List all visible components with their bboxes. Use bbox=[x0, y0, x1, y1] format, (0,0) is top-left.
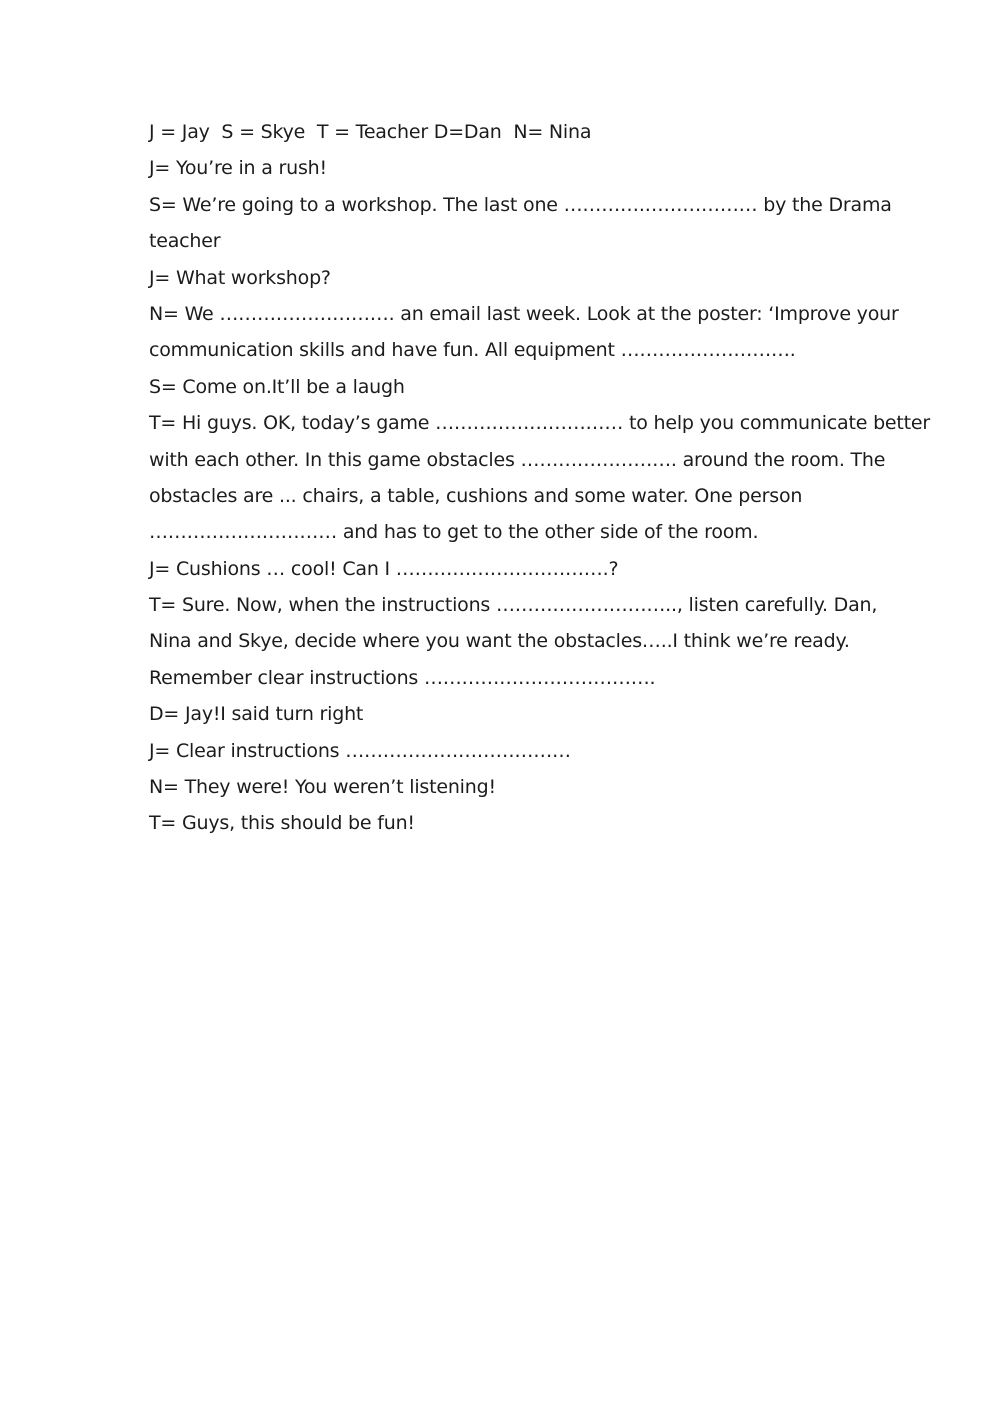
dialogue-line: obstacles are ... chairs, a table, cushions and some water. One person bbox=[149, 484, 803, 507]
character-key-line: J = Jay S = Skye T = Teacher D=Dan N= Nina bbox=[149, 121, 592, 143]
dialogue-text bbox=[149, 114, 931, 842]
dialogue-line: J= You’re in a rush! bbox=[149, 157, 327, 180]
dialogue-line: with each other. In this game obstacles ……………………. around the room. The bbox=[149, 448, 886, 471]
dialogue-line: N= We ………………………. an email last week. Look at the poster: ‘Improve your bbox=[149, 302, 899, 325]
dialogue-line: Remember clear instructions ………………………………. bbox=[149, 666, 656, 689]
dialogue-line: D= Jay!I said turn right bbox=[149, 703, 364, 726]
dialogue-line: teacher bbox=[149, 230, 221, 253]
dialogue-line: ………………………… and has to get to the other side of the room. bbox=[149, 521, 759, 544]
dialogue-line: T= Hi guys. OK, today’s game ………………………… to help you communicate better bbox=[149, 412, 931, 435]
dialogue-line: J= What workshop? bbox=[149, 266, 331, 289]
dialogue-line: T= Guys, this should be fun! bbox=[149, 812, 415, 835]
dialogue-line: J= Cushions … cool! Can I …………………………….? bbox=[149, 557, 619, 580]
dialogue-line: Nina and Skye, decide where you want the obstacles…..I think we’re ready. bbox=[149, 630, 850, 653]
dialogue-line: N= They were! You weren’t listening! bbox=[149, 776, 496, 799]
dialogue-line: S= Come on.It’ll be a laugh bbox=[149, 375, 405, 398]
dialogue-line: J= Clear instructions ……………………………… bbox=[149, 739, 571, 762]
dialogue-line: S= We’re going to a workshop. The last one ………….……………… by the Drama bbox=[149, 193, 892, 216]
dialogue-line: communication skills and have fun. All equipment ………………………. bbox=[149, 339, 796, 362]
dialogue-line: T= Sure. Now, when the instructions ……………………….., listen carefully. Dan, bbox=[149, 594, 878, 617]
